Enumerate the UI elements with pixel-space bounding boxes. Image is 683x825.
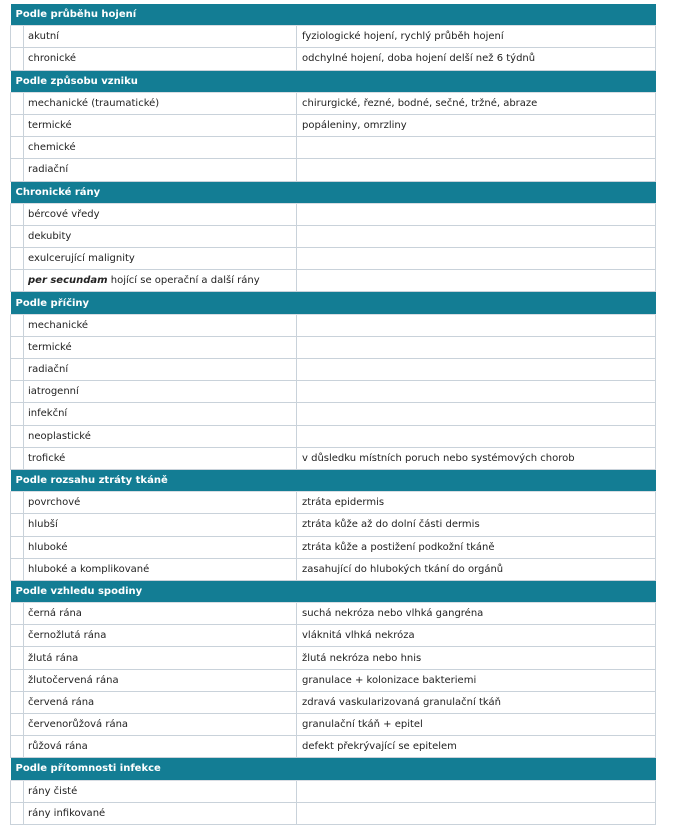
row-indent-cell — [11, 536, 24, 558]
description-cell — [297, 381, 656, 403]
section-title: Chronické rány — [11, 181, 656, 203]
table-row — [11, 802, 656, 824]
table-row — [11, 48, 656, 70]
row-indent-cell — [11, 92, 24, 114]
table-row — [11, 691, 656, 713]
description-cell — [297, 159, 656, 181]
wound-type-cell: rány čisté — [24, 780, 297, 802]
table-row — [11, 736, 656, 758]
table-row — [11, 514, 656, 536]
wound-type-cell: červenorůžová rána — [24, 714, 297, 736]
table-row — [11, 625, 656, 647]
section-title: Podle způsobu vzniku — [11, 70, 656, 92]
section-header — [11, 758, 656, 780]
wound-type-cell: trofické — [24, 447, 297, 469]
description-cell — [297, 359, 656, 381]
row-indent-cell — [11, 603, 24, 625]
section-title: Podle průběhu hojení — [11, 4, 656, 26]
table-row — [11, 248, 656, 270]
table-row — [11, 381, 656, 403]
section-title: Podle příčiny — [11, 292, 656, 314]
row-indent-cell — [11, 270, 24, 292]
row-indent-cell — [11, 625, 24, 647]
description-cell: vláknitá vlhká nekróza — [297, 625, 656, 647]
wound-type-cell: mechanické (traumatické) — [24, 92, 297, 114]
table-row — [11, 647, 656, 669]
description-cell: odchylné hojení, doba hojení delší než 6 týdnů — [297, 48, 656, 70]
table-row — [11, 403, 656, 425]
wound-type-cell: akutní — [24, 26, 297, 48]
row-indent-cell — [11, 48, 24, 70]
description-cell — [297, 314, 656, 336]
section-title: Podle rozsahu ztráty tkáně — [11, 469, 656, 491]
wound-type-cell: radiační — [24, 359, 297, 381]
table-row — [11, 314, 656, 336]
row-indent-cell — [11, 314, 24, 336]
description-cell — [297, 425, 656, 447]
wound-type-cell: hluboké — [24, 536, 297, 558]
table-row — [11, 92, 656, 114]
table-row — [11, 558, 656, 580]
description-cell: zasahující do hlubokých tkání do orgánů — [297, 558, 656, 580]
wound-type-cell: chemické — [24, 137, 297, 159]
row-indent-cell — [11, 492, 24, 514]
section-header — [11, 580, 656, 602]
wound-type-cell: hlubší — [24, 514, 297, 536]
row-indent-cell — [11, 514, 24, 536]
section-header — [11, 181, 656, 203]
table-row — [11, 669, 656, 691]
table-row — [11, 780, 656, 802]
description-cell: granulační tkáň + epitel — [297, 714, 656, 736]
table-row — [11, 203, 656, 225]
description-cell — [297, 225, 656, 247]
description-cell: fyziologické hojení, rychlý průběh hojení — [297, 26, 656, 48]
description-cell — [297, 403, 656, 425]
row-indent-cell — [11, 159, 24, 181]
table-body — [11, 4, 656, 824]
section-header — [11, 4, 656, 26]
description-cell — [297, 203, 656, 225]
emphasized-term: per secundam — [28, 275, 108, 287]
row-indent-cell — [11, 403, 24, 425]
table-row — [11, 492, 656, 514]
wound-classification-table — [10, 4, 656, 825]
wound-type-cell: bércové vředy — [24, 203, 297, 225]
table-row — [11, 714, 656, 736]
row-indent-cell — [11, 248, 24, 270]
table-row — [11, 114, 656, 136]
row-indent-cell — [11, 359, 24, 381]
row-indent-cell — [11, 336, 24, 358]
row-indent-cell — [11, 714, 24, 736]
description-cell: žlutá nekróza nebo hnis — [297, 647, 656, 669]
row-indent-cell — [11, 780, 24, 802]
description-cell: ztráta kůže až do dolní části dermis — [297, 514, 656, 536]
section-header — [11, 292, 656, 314]
row-indent-cell — [11, 425, 24, 447]
table-row — [11, 603, 656, 625]
description-cell — [297, 137, 656, 159]
table-row — [11, 270, 656, 292]
row-indent-cell — [11, 447, 24, 469]
section-header — [11, 469, 656, 491]
row-indent-cell — [11, 203, 24, 225]
section-title: Podle přítomnosti infekce — [11, 758, 656, 780]
row-indent-cell — [11, 381, 24, 403]
wound-type-cell: povrchové — [24, 492, 297, 514]
description-cell: popáleniny, omrzliny — [297, 114, 656, 136]
table-row — [11, 447, 656, 469]
row-indent-cell — [11, 691, 24, 713]
row-indent-cell — [11, 647, 24, 669]
description-cell: chirurgické, řezné, bodné, sečné, tržné, abraze — [297, 92, 656, 114]
table-row — [11, 225, 656, 247]
row-indent-cell — [11, 26, 24, 48]
section-header — [11, 70, 656, 92]
description-cell: ztráta kůže a postižení podkožní tkáně — [297, 536, 656, 558]
wound-type-cell: rány infikované — [24, 802, 297, 824]
description-cell: suchá nekróza nebo vlhká gangréna — [297, 603, 656, 625]
wound-type-cell: neoplastické — [24, 425, 297, 447]
description-cell: defekt překrývající se epitelem — [297, 736, 656, 758]
row-indent-cell — [11, 114, 24, 136]
section-title: Podle vzhledu spodiny — [11, 580, 656, 602]
description-cell — [297, 336, 656, 358]
wound-type-cell: černá rána — [24, 603, 297, 625]
wound-type-cell — [24, 270, 297, 292]
table-row — [11, 425, 656, 447]
wound-type-cell: žlutočervená rána — [24, 669, 297, 691]
wound-type-cell: chronické — [24, 48, 297, 70]
description-cell: ztráta epidermis — [297, 492, 656, 514]
description-cell — [297, 780, 656, 802]
wound-type-cell: červená rána — [24, 691, 297, 713]
wound-type-cell: růžová rána — [24, 736, 297, 758]
wound-type-cell: hluboké a komplikované — [24, 558, 297, 580]
description-cell: granulace + kolonizace bakteriemi — [297, 669, 656, 691]
row-indent-cell — [11, 736, 24, 758]
table-row — [11, 137, 656, 159]
table-row — [11, 536, 656, 558]
row-indent-cell — [11, 558, 24, 580]
description-cell — [297, 802, 656, 824]
wound-type-cell: exulcerující malignity — [24, 248, 297, 270]
description-cell — [297, 248, 656, 270]
wound-type-cell: infekční — [24, 403, 297, 425]
wound-type-cell: mechanické — [24, 314, 297, 336]
row-indent-cell — [11, 669, 24, 691]
row-indent-cell — [11, 225, 24, 247]
wound-type-cell: dekubity — [24, 225, 297, 247]
wound-type-cell: černožlutá rána — [24, 625, 297, 647]
table-row — [11, 359, 656, 381]
wound-type-cell: termické — [24, 114, 297, 136]
description-cell — [297, 270, 656, 292]
wound-type-cell: termické — [24, 336, 297, 358]
row-indent-cell — [11, 137, 24, 159]
description-cell: v důsledku místních poruch nebo systémových chorob — [297, 447, 656, 469]
table-row — [11, 159, 656, 181]
wound-type-cell: žlutá rána — [24, 647, 297, 669]
wound-type-cell: iatrogenní — [24, 381, 297, 403]
row-indent-cell — [11, 802, 24, 824]
wound-type-label: hojící se operační a další rány — [107, 275, 260, 287]
table-row — [11, 336, 656, 358]
description-cell: zdravá vaskularizovaná granulační tkáň — [297, 691, 656, 713]
wound-type-cell: radiační — [24, 159, 297, 181]
table-row — [11, 26, 656, 48]
